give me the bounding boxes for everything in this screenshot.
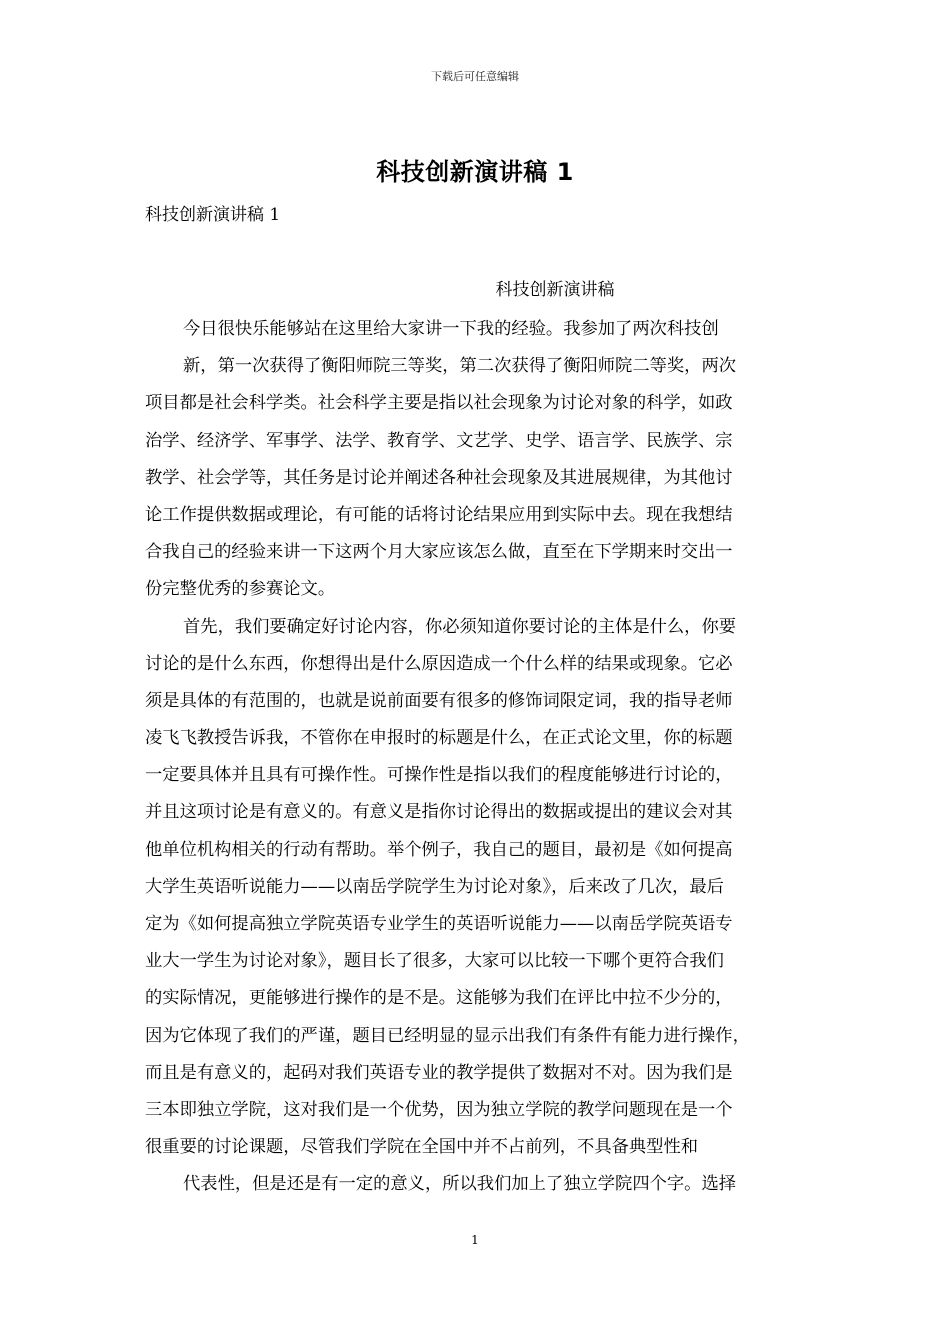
body-line: 并且这项讨论是有意义的。有意义是指你讨论得出的数据或提出的建议会对其 <box>145 802 733 823</box>
body-line: 论工作提供数据或理论，有可能的话将讨论结果应用到实际中去。现在我想结 <box>145 504 733 525</box>
body-line: 份完整优秀的参赛论文。 <box>145 579 336 600</box>
body-line: 他单位机构相关的行动有帮助。举个例子，我自己的题目，最初是《如何提高 <box>145 839 733 860</box>
body-text <box>145 311 805 1204</box>
page-header: 下载后可任意编辑 <box>431 70 519 83</box>
body-line: 而且是有意义的，起码对我们英语专业的教学提供了数据对不对。因为我们是 <box>145 1062 733 1083</box>
body-line: 大学生英语听说能力——以南岳学院学生为讨论对象》，后来改了几次，最后 <box>145 876 724 897</box>
body-line: 定为《如何提高独立学院英语专业学生的英语听说能力——以南岳学院英语专 <box>145 914 733 934</box>
body-line: 今日很快乐能够站在这里给大家讲一下我的经验。我参加了两次科技创 <box>183 319 719 339</box>
body-line: 首先，我们要确定好讨论内容，你必须知道你要讨论的主体是什么，你要 <box>183 616 737 637</box>
page-number: 1 <box>471 1233 479 1247</box>
document-title: 科技创新演讲稿 1 <box>376 158 574 186</box>
body-line: 治学、经济学、军事学、法学、教育学、文艺学、史学、语言学、民族学、宗 <box>145 430 733 451</box>
body-line: 新，第一次获得了衡阳师院三等奖，第二次获得了衡阳师院二等奖，两次 <box>183 356 737 377</box>
body-line: 很重要的讨论课题，尽管我们学院在全国中并不占前列，不具备典型性和 <box>145 1137 699 1158</box>
body-line: 讨论的是什么东西，你想得出是什么原因造成一个什么样的结果或现象。它必 <box>145 653 733 674</box>
body-line: 的实际情况，更能够进行操作的是不是。这能够为我们在评比中拉不少分的， <box>145 988 733 1009</box>
body-line: 凌飞飞教授告诉我，不管你在申报时的标题是什么，在正式论文里，你的标题 <box>145 728 733 749</box>
body-line: 一定要具体并且具有可操作性。可操作性是指以我们的程度能够进行讨论的， <box>145 765 733 786</box>
body-line: 因为它体现了我们的严谨，题目已经明显的显示出我们有条件有能力进行操作， <box>145 1025 750 1046</box>
body-line: 须是具体的有范围的，也就是说前面要有很多的修饰词限定词，我的指导老师 <box>145 690 733 711</box>
section-heading: 科技创新演讲稿 <box>495 280 615 300</box>
document-subtitle: 科技创新演讲稿 1 <box>145 205 281 225</box>
body-line: 业大一学生为讨论对象》，题目长了很多，大家可以比较一下哪个更符合我们 <box>145 951 724 972</box>
body-line: 项目都是社会科学类。社会科学主要是指以社会现象为讨论对象的科学，如政 <box>145 393 733 414</box>
body-line: 三本即独立学院，这对我们是一个优势，因为独立学院的教学问题现在是一个 <box>145 1099 733 1120</box>
body-line: 教学、社会学等，其任务是讨论并阐述各种社会现象及其进展规律，为其他讨 <box>145 467 733 488</box>
body-line: 合我自己的经验来讲一下这两个月大家应该怎么做，直至在下学期来时交出一 <box>145 542 733 563</box>
body-line: 代表性，但是还是有一定的意义，所以我们加上了独立学院四个字。选择 <box>183 1174 737 1195</box>
